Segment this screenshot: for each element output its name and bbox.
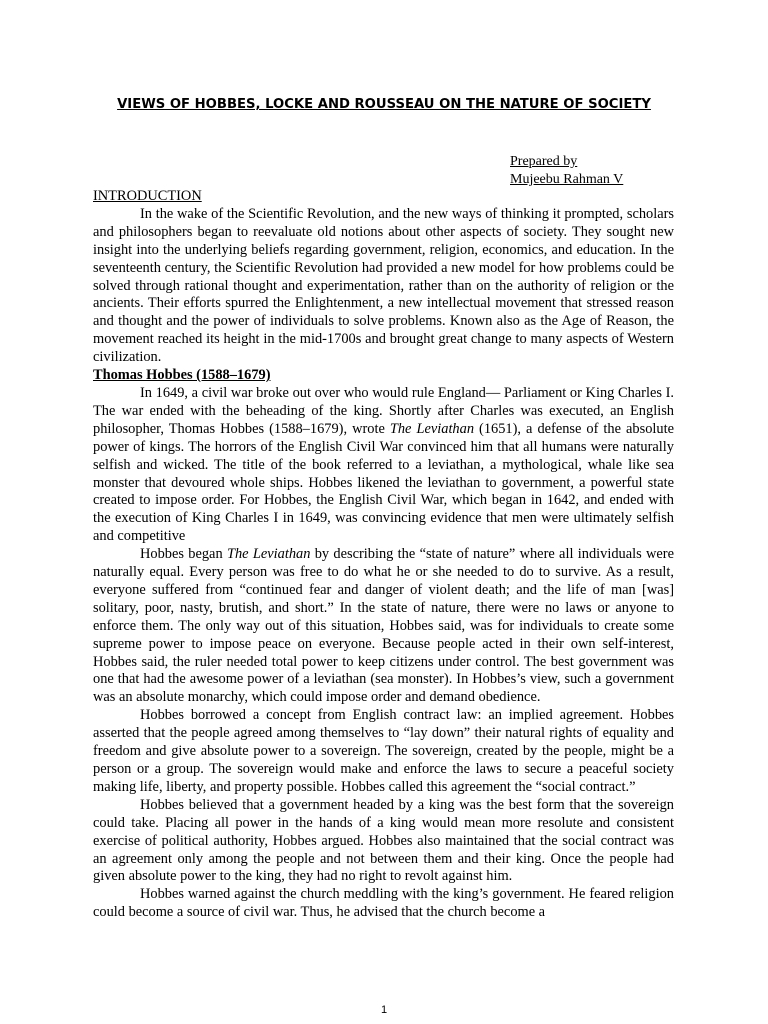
introduction-heading: INTRODUCTION (93, 188, 202, 204)
book-title-leviathan: The Leviathan (226, 546, 311, 563)
hobbes-heading: Thomas Hobbes (1588–1679) (93, 367, 271, 384)
document-title: VIEWS OF HOBBES, LOCKE AND ROUSSEAU ON THE NATURE OF SOCIETY (117, 97, 651, 112)
prepared-by-label: Prepared by (510, 154, 578, 169)
page-number: 1 (380, 1004, 388, 1016)
paragraph-state-of-nature-text-b: by describing the “state of nature” where all individuals were naturally equal. Every person was free to do what he or she needed to do to survive. As a result, everyone suffered from “continued fear and danger of violent death; and the life of man [was] solitary, poor, nasty, brutish, and short.” In the state of nature, there were no laws or anyone to enforce them. The only way out of this situation, Hobbes said, was for individuals to create some supreme power to impose peace on everyone. Because people acted in their own self-interest, Hobbes said, the ruler needed total power to keep citizens under control. The best government was one that had the awesome power of a leviathan (sea monster). In Hobbes’s view, such a government was an absolute monarchy, which could impose order and demand obedience. (93, 546, 674, 706)
introduction-paragraph: In the wake of the Scientific Revolution, and the new ways of thinking it prompted, scholars and philosophers began to reevaluate old notions about other aspects of society. They sought new insight into the underlying beliefs regarding government, religion, economics, and education. In the seventeenth century, the Scientific Revolution had provided a new model for how problems could be solved through rational thought and experimentation, rather than on the authority of religion or the ancients. Their efforts spurred the Enlightenment, a new intellectual movement that stressed reason and thought and the power of individuals to solve problems. Known also as the Age of Reason, the movement reached its height in the mid-1700s and brought great change to many aspects of Western civilization. (93, 205, 674, 366)
paragraph-king-sovereign: Hobbes believed that a government headed by a king was the best form that the sovereign could take. Placing all power in the hands of a king would mean more resolute and consistent exercise of political authority, Hobbes argued. Hobbes also maintained that the social contract was an agreement only among the people and not between them and their king. Once the people had given absolute power to the king, they had no right to revolt against him. (93, 796, 674, 885)
paragraph-civil-war (93, 385, 674, 546)
prepared-by-block (510, 153, 623, 189)
author-name: Mujeebu Rahman V (510, 172, 624, 187)
book-title-leviathan: The Leviathan (389, 420, 475, 437)
paragraph-state-of-nature-text-a: Hobbes began (140, 546, 227, 563)
paragraph-church: Hobbes warned against the church meddling with the king’s government. He feared religion could become a source of civil war. Thus, he advised that the church become a (93, 886, 674, 921)
document-body (93, 188, 674, 922)
paragraph-social-contract: Hobbes borrowed a concept from English contract law: an implied agreement. Hobbes asserted that the people agreed among themselves to “lay down” their natural rights of equality and freedom and give absolute power to a sovereign. The sovereign, created by the people, might be a person or a group. The sovereign would make and enforce the laws to secure a peaceful society making life, liberty, and property possible. Hobbes called this agreement the “social contract.” (93, 707, 674, 795)
paragraph-state-of-nature (93, 546, 674, 707)
paragraph-civil-war-text-a: In 1649, a civil war broke out over who would rule England— Parliament or King Charles I. The war ended with the beheading of the king. Shortly after Charles was executed, an English philosopher, Thomas Hobbes (1588–1679), wrote (93, 384, 674, 437)
paragraph-civil-war-text-b: (1651), a defense of the absolute power of kings. The horrors of the English Civil War convinced him that all humans were naturally selfish and wicked. The title of the book referred to a leviathan, a mythological, whale like sea monster that devoured whole ships. Hobbes likened the leviathan to government, a powerful state created to impose order. For Hobbes, the English Civil War, which began in 1642, and ended with the execution of King Charles I in 1649, was convincing evidence that men were ultimately selfish and competitive (93, 420, 674, 545)
